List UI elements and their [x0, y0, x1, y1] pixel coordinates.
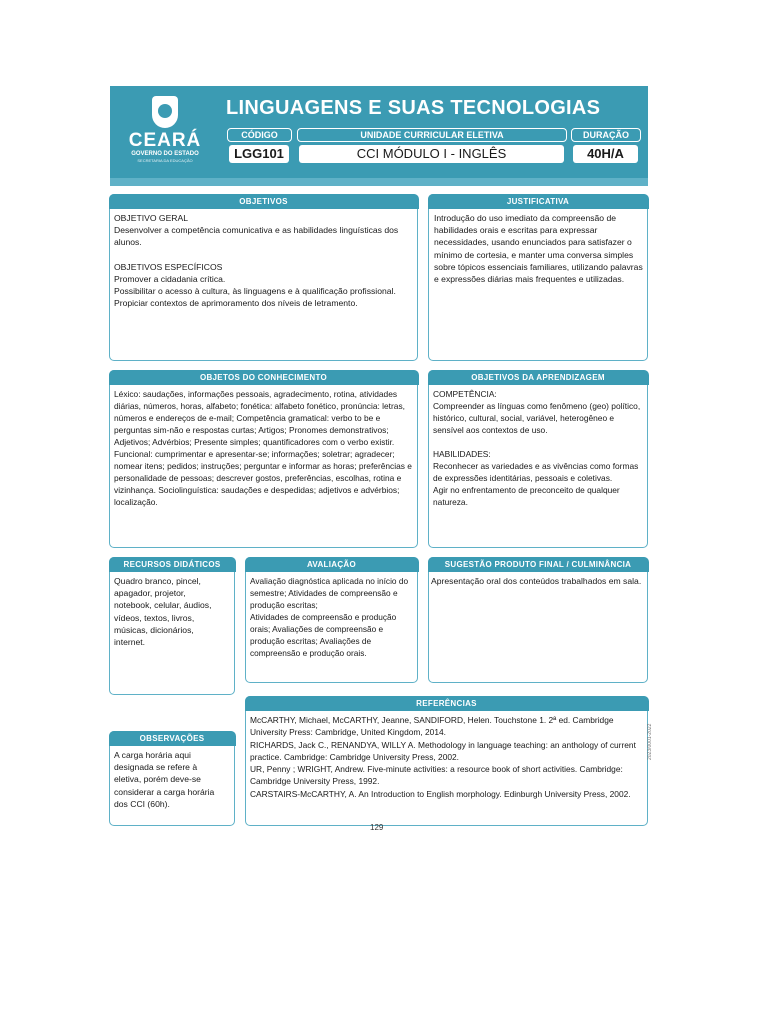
justificativa-text: Introdução do uso imediato da compreensão de habilidades orais e escritas para expressar necessidades, usando enunciados para satisfazer o mínimo de cortesia, e manter uma conversa simples sobre tópicos essenciais familiares, utilizando palavras e expressões diárias mais frequentes e utilizadas. [434, 213, 643, 285]
recursos-text: Quadro branco, pincel, apagador, projetor, notebook, celular, áudios, vídeos, textos, livros, músicas, dicionários, internet. [114, 576, 212, 648]
objetivos-especificos-heading: OBJETIVOS ESPECÍFICOS [114, 261, 223, 272]
objetos-conhecimento-title: OBJETOS DO CONHECIMENTO [109, 370, 419, 385]
objetivo-geral-heading: OBJETIVO GERAL [114, 213, 189, 223]
side-code: 2023/0001-2022 [647, 723, 653, 760]
referencias-title: REFERÊNCIAS [245, 696, 649, 711]
referencias-section [245, 696, 648, 826]
competencia-text: Compreender as línguas como fenômeno (geo) político, histórico, cultural, social, variável, heterogêneo e sensível aos contextos de uso. [433, 401, 641, 435]
unidade-value: CCI MÓDULO I - INGLÊS [299, 145, 564, 163]
logo-subtitle-2: SECRETARIA DA EDUCAÇÃO [137, 158, 193, 163]
objetos-conhecimento-section [109, 370, 418, 548]
header-strip [110, 178, 648, 186]
habilidades-text: Reconhecer as variedades e as vivências como formas de expressões identitárias, pessoais e coletivas. [433, 461, 639, 483]
objetivos-aprendizagem-title: OBJETIVOS DA APRENDIZAGEM [428, 370, 649, 385]
sugestao-text: Apresentação oral dos conteúdos trabalhados em sala. [431, 576, 642, 586]
sugestao-section [428, 557, 648, 683]
objetivos-title: OBJETIVOS [109, 194, 419, 209]
avaliacao-section [245, 557, 418, 683]
logo-subtitle: GOVERNO DO ESTADO [131, 151, 199, 157]
unidade-label: UNIDADE CURRICULAR ELETIVA [297, 128, 567, 142]
justificativa-title: JUSTIFICATIVA [428, 194, 649, 209]
competencia-heading: COMPETÊNCIA: [433, 389, 497, 399]
justificativa-section [428, 194, 648, 361]
objetos-lexico-text: Léxico: saudações, informações pessoais, agradecimento, rotina, atividades diárias, números, horas, alfabeto; fonética: alfabeto fonético, pronúncia: letras, números e endereços de e-mail; Competência gramatical: verbo to be e perguntas sim-não e respostas curtas; Artigos; Pronomes demonstrativos; Adjetivos; Advérbios; Presente simples; quantificadores com o verbo existir. [114, 389, 405, 447]
duracao-label: DURAÇÃO [571, 128, 641, 142]
logo-name: CEARÁ [128, 130, 202, 151]
codigo-value: LGG101 [229, 145, 289, 163]
referencia-item: CARSTAIRS-McCARTHY, A. An Introduction to English morphology. Edinburgh University Press, 2002. [250, 788, 631, 799]
avaliacao-text: Avaliação diagnóstica aplicada no início do semestre; Atividades de compreensão e produção escritas; [250, 576, 409, 610]
objetivos-aprendizagem-section [428, 370, 648, 548]
duracao-value: 40H/A [573, 145, 638, 163]
objetivo-geral-text: Desenvolver a competência comunicativa e as habilidades linguísticas dos alunos. [114, 225, 399, 248]
avaliacao-text: Atividades de compreensão e produção orais; Avaliações de compreensão e produção escritas; Avaliações de compreensão e produção orais. [250, 612, 397, 658]
objetivo-especifico-item: Propiciar contextos de aprimoramento dos níveis de letramento. [114, 298, 358, 309]
referencia-item: UR, Penny ; WRIGHT, Andrew. Five-minute activities: a resource book of short activities. Cambridge: Cambridge University Press, 1992. [250, 764, 623, 787]
observacoes-title: OBSERVAÇÕES [109, 731, 236, 746]
page-number: 129 [370, 823, 384, 832]
objetivos-section [109, 194, 418, 361]
codigo-label: CÓDIGO [227, 128, 292, 142]
referencia-item: McCARTHY, Michael, McCARTHY, Jeanne, SANDIFORD, Helen. Touchstone 1. 2ª ed. Cambridge University Press: Cambridge, United Kingdom, 2014. [250, 715, 614, 738]
recursos-title: RECURSOS DIDÁTICOS [109, 557, 236, 572]
objetivo-especifico-item: Promover a cidadania crítica. [114, 273, 226, 284]
objetos-funcional-text: Funcional: cumprimentar e apresentar-se; informações; soletrar; agradecer; nomear itens; pedidos; instruções; perguntar e informar as horas; preferências e personalidade de pessoas; descrever gostos, preferências, escolhas, rotina e vizinhança. Sociolinguística: saudações e despedidas; adjetivos e advérbios; localização. [114, 449, 412, 507]
observacoes-section [109, 731, 235, 826]
habilidades-text: Agir no enfrentamento de preconceito de qualquer natureza. [433, 485, 620, 507]
referencia-item: RICHARDS, Jack C., RENANDYA, WILLY A. Methodology in language teaching: an anthology of current practice. Cambridge: Cambridge University Press, 2002. [250, 739, 636, 762]
page-title: LINGUAGENS E SUAS TECNOLOGIAS [226, 97, 601, 119]
sugestao-title: SUGESTÃO PRODUTO FINAL / CULMINÂNCIA [428, 557, 649, 572]
coat-of-arms-icon [152, 96, 178, 128]
ceara-logo [118, 92, 212, 174]
avaliacao-title: AVALIAÇÃO [245, 557, 419, 572]
objetivo-especifico-item: Possibilitar o acesso à cultura, às linguagens e à qualificação profissional. [114, 286, 396, 297]
habilidades-heading: HABILIDADES: [433, 449, 491, 459]
recursos-section [109, 557, 235, 695]
observacoes-text: A carga horária aqui designada se refere à eletiva, porém deve-se considerar a carga horária dos CCI (60h). [114, 750, 215, 809]
